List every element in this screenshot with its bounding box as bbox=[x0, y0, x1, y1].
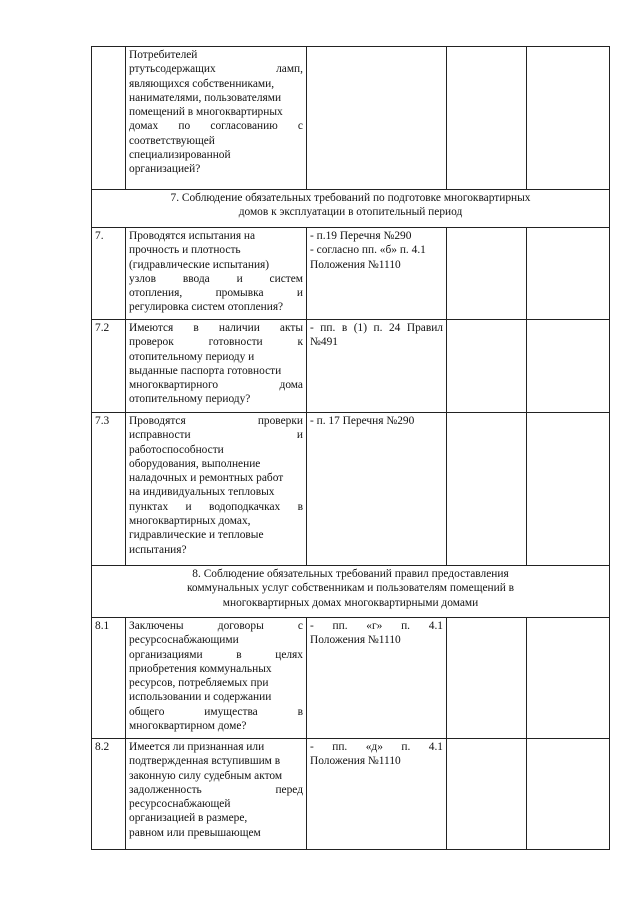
note-cell bbox=[527, 739, 610, 850]
row-number: 8.2 bbox=[92, 739, 126, 850]
question-line: выданные паспорта готовности bbox=[129, 364, 282, 377]
question-line: специализированной bbox=[129, 149, 231, 162]
row-number bbox=[92, 47, 126, 190]
question-line: Потребителей bbox=[129, 49, 198, 61]
question-line: ртутьсодержащих ламп, bbox=[129, 63, 303, 76]
row-number: 7.2 bbox=[92, 320, 126, 413]
question-line: использовании и содержании bbox=[129, 691, 272, 704]
question-line: многоквартирном доме? bbox=[129, 720, 247, 733]
question-line: Заключены договоры с bbox=[129, 620, 303, 632]
requirements-table bbox=[91, 46, 610, 850]
note-cell bbox=[527, 320, 610, 413]
question-line: многоквартирных домах, bbox=[129, 515, 251, 528]
table-row bbox=[92, 739, 610, 850]
question-line: исправности и bbox=[129, 429, 303, 442]
note-cell bbox=[527, 618, 610, 739]
question-cell bbox=[126, 320, 307, 413]
reference-line: - согласно пп. «б» п. 4.1 bbox=[310, 244, 426, 257]
reference-line: - п.19 Перечня №290 bbox=[310, 230, 412, 242]
note-cell bbox=[527, 228, 610, 320]
section-header-row bbox=[92, 190, 610, 228]
question-line: прочность и плотность bbox=[129, 244, 241, 257]
question-cell bbox=[126, 739, 307, 850]
row-number: 8.1 bbox=[92, 618, 126, 739]
question-line: регулировка систем отопления? bbox=[129, 301, 284, 314]
reference-line: - пп. «г» п. 4.1 bbox=[310, 620, 443, 632]
question-cell bbox=[126, 47, 307, 190]
question-cell bbox=[126, 228, 307, 320]
question-line: отопления, промывка и bbox=[129, 287, 303, 300]
question-line: являющихся собственниками, bbox=[129, 77, 275, 90]
question-line: домах по согласованию с bbox=[129, 120, 303, 133]
question-line: организацией? bbox=[129, 163, 201, 176]
question-line: законную силу судебным актом bbox=[129, 769, 283, 782]
reference-cell bbox=[307, 228, 447, 320]
reference-line: Положения №1110 bbox=[310, 258, 401, 271]
result-cell bbox=[447, 739, 527, 850]
question-line: на индивидуальных тепловых bbox=[129, 486, 275, 499]
note-cell bbox=[527, 413, 610, 566]
result-cell bbox=[447, 320, 527, 413]
note-cell bbox=[527, 47, 610, 190]
table-row bbox=[92, 618, 610, 739]
question-line: работоспособности bbox=[129, 443, 224, 456]
question-line: ресурсов, потребляемых при bbox=[129, 677, 269, 690]
result-cell bbox=[447, 47, 527, 190]
reference-line: - пп. в (1) п. 24 Правил bbox=[310, 322, 443, 334]
result-cell bbox=[447, 228, 527, 320]
reference-cell bbox=[307, 618, 447, 739]
reference-line: - п. 17 Перечня №290 bbox=[310, 415, 415, 427]
reference-cell bbox=[307, 47, 447, 190]
row-number: 7.3 bbox=[92, 413, 126, 566]
question-line: узлов ввода и систем bbox=[129, 272, 303, 285]
reference-cell bbox=[307, 413, 447, 566]
reference-cell bbox=[307, 739, 447, 850]
result-cell bbox=[447, 618, 527, 739]
reference-line: Положения №1110 bbox=[310, 634, 401, 647]
reference-line: - пп. «д» п. 4.1 bbox=[310, 741, 443, 753]
section-7-title: 7. Соблюдение обязательных требований по подготовке многоквартирных домов к эксплуатации в отопительный период bbox=[92, 190, 610, 228]
question-cell bbox=[126, 618, 307, 739]
reference-line: Положения №1110 bbox=[310, 755, 401, 768]
question-line: испытания? bbox=[129, 543, 187, 556]
question-line: подтвержденная вступившим в bbox=[129, 755, 281, 768]
question-line: организацией в размере, bbox=[129, 812, 248, 825]
table-row bbox=[92, 228, 610, 320]
reference-cell bbox=[307, 320, 447, 413]
question-line: задолженность перед bbox=[129, 783, 303, 796]
section-header-row bbox=[92, 566, 610, 618]
question-line: Имеется ли признанная или bbox=[129, 741, 265, 753]
question-line: отопительному периоду? bbox=[129, 393, 251, 406]
question-line: отопительному периоду и bbox=[129, 350, 255, 363]
question-line: Имеются в наличии акты bbox=[129, 322, 303, 334]
question-line: многоквартирного дома bbox=[129, 379, 303, 392]
question-line: соответствующей bbox=[129, 134, 215, 147]
question-cell bbox=[126, 413, 307, 566]
section-8-title: 8. Соблюдение обязательных требований правил предоставления коммунальных услуг собственникам и пользователям помещений в многоквартирных домах многоквартирными домами bbox=[92, 566, 610, 618]
question-line: (гидравлические испытания) bbox=[129, 258, 270, 271]
question-line: пунктах и водоподкачках в bbox=[129, 500, 303, 513]
question-line: нанимателями, пользователями bbox=[129, 91, 282, 104]
table-row bbox=[92, 47, 610, 190]
row-number: 7. bbox=[92, 228, 126, 320]
question-line: приобретения коммунальных bbox=[129, 662, 272, 675]
question-line: помещений в многоквартирных bbox=[129, 106, 283, 119]
question-line: Проводятся испытания на bbox=[129, 230, 256, 242]
question-line: гидравлические и тепловые bbox=[129, 529, 264, 542]
question-line: общего имущества в bbox=[129, 705, 303, 718]
question-line: оборудования, выполнение bbox=[129, 457, 261, 470]
question-line: равном или превышающем bbox=[129, 826, 261, 839]
table-row bbox=[92, 320, 610, 413]
question-line: проверок готовности к bbox=[129, 336, 303, 349]
result-cell bbox=[447, 413, 527, 566]
table-row bbox=[92, 413, 610, 566]
question-line: наладочных и ремонтных работ bbox=[129, 472, 284, 485]
question-line: организациями в целях bbox=[129, 648, 303, 661]
question-line: ресурсоснабжающими bbox=[129, 634, 239, 647]
question-line: ресурсоснабжающей bbox=[129, 798, 231, 811]
reference-line: №491 bbox=[310, 336, 338, 349]
question-line: Проводятся проверки bbox=[129, 415, 303, 427]
